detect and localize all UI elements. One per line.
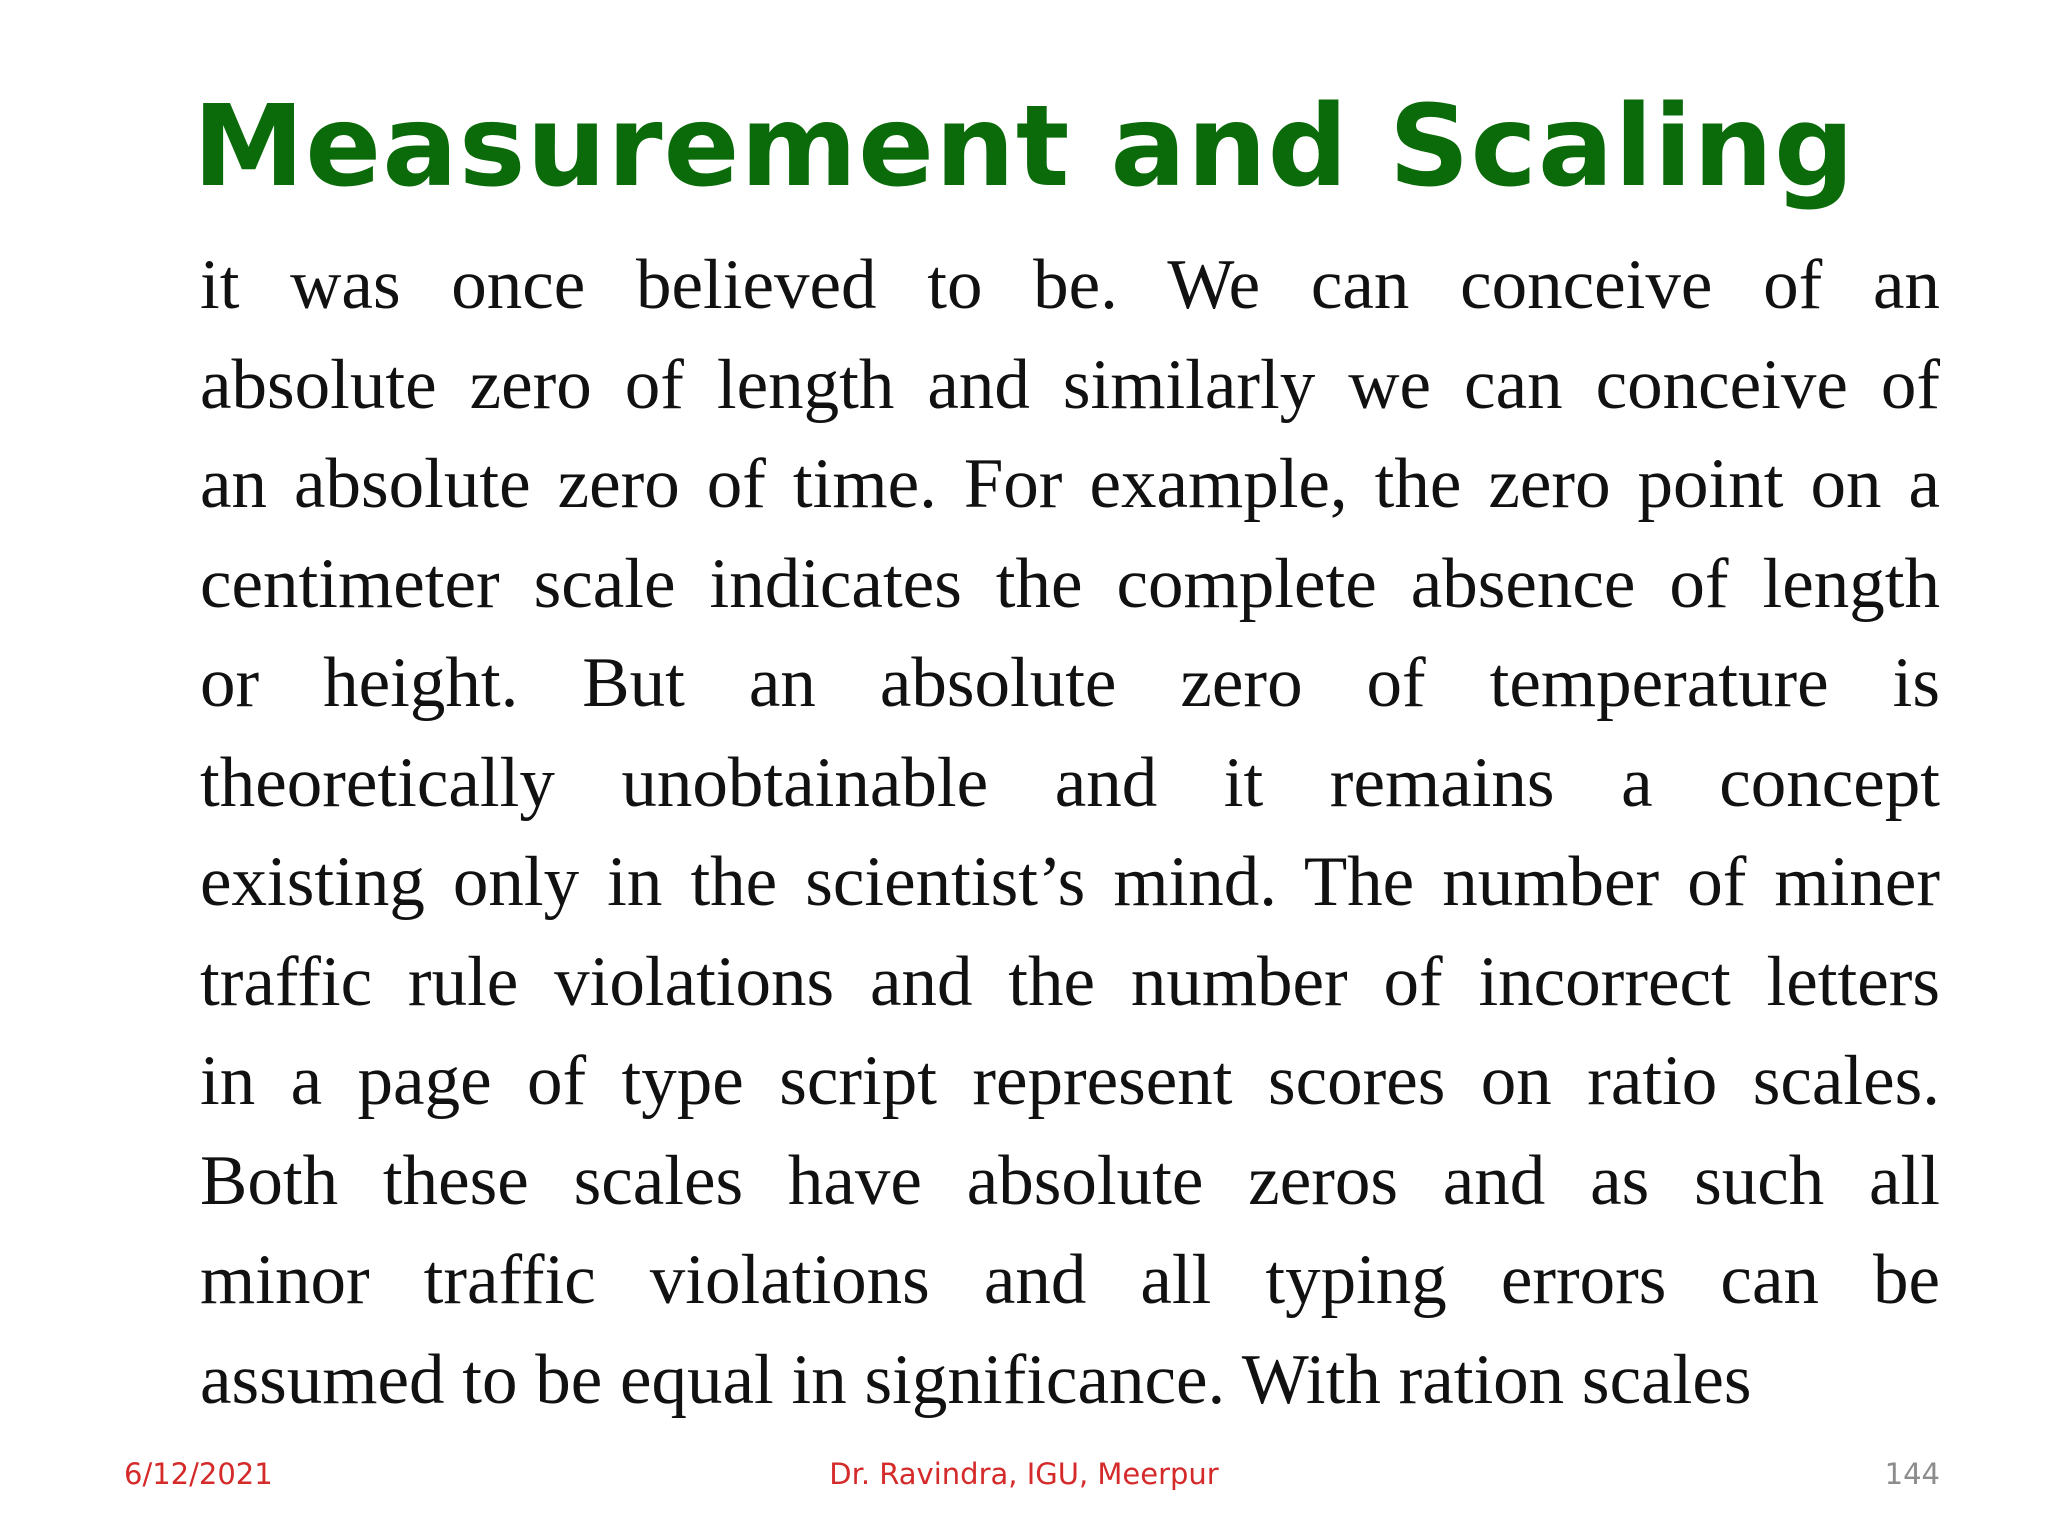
body-line: assumed to be equal in significance. With ration scales <box>200 1340 1752 1419</box>
slide-title: Measurement and Scaling <box>192 82 1856 212</box>
body-line: an absolute zero of time. For example, the zero point on a <box>200 445 1940 523</box>
body-line: traffic rule violations and the number of incorrect letters <box>200 942 1940 1021</box>
body-line: minor traffic violations and all typing errors can be <box>200 1241 1940 1319</box>
footer-date: 6/12/2021 <box>124 1457 273 1491</box>
body-line: absolute zero of length and similarly we can conceive of <box>200 345 1940 424</box>
body-line: or height. But an absolute zero of temperature is <box>200 644 1940 722</box>
body-line: it was once believed to be. We can conceive of an <box>200 246 1940 324</box>
body-line: Both these scales have absolute zeros and as such all <box>200 1141 1940 1220</box>
body-line: centimeter scale indicates the complete absence of length <box>200 544 1940 623</box>
body-line: theoretically unobtainable and it remains a concept <box>200 743 1940 822</box>
slide-body <box>200 236 1940 1430</box>
page-number: 144 <box>1884 1457 1940 1491</box>
footer-author: Dr. Ravindra, IGU, Meerpur <box>829 1457 1219 1491</box>
body-line: existing only in the scientist’s mind. The number of miner <box>200 843 1940 921</box>
body-line: in a page of type script represent scores on ratio scales. <box>200 1042 1940 1120</box>
